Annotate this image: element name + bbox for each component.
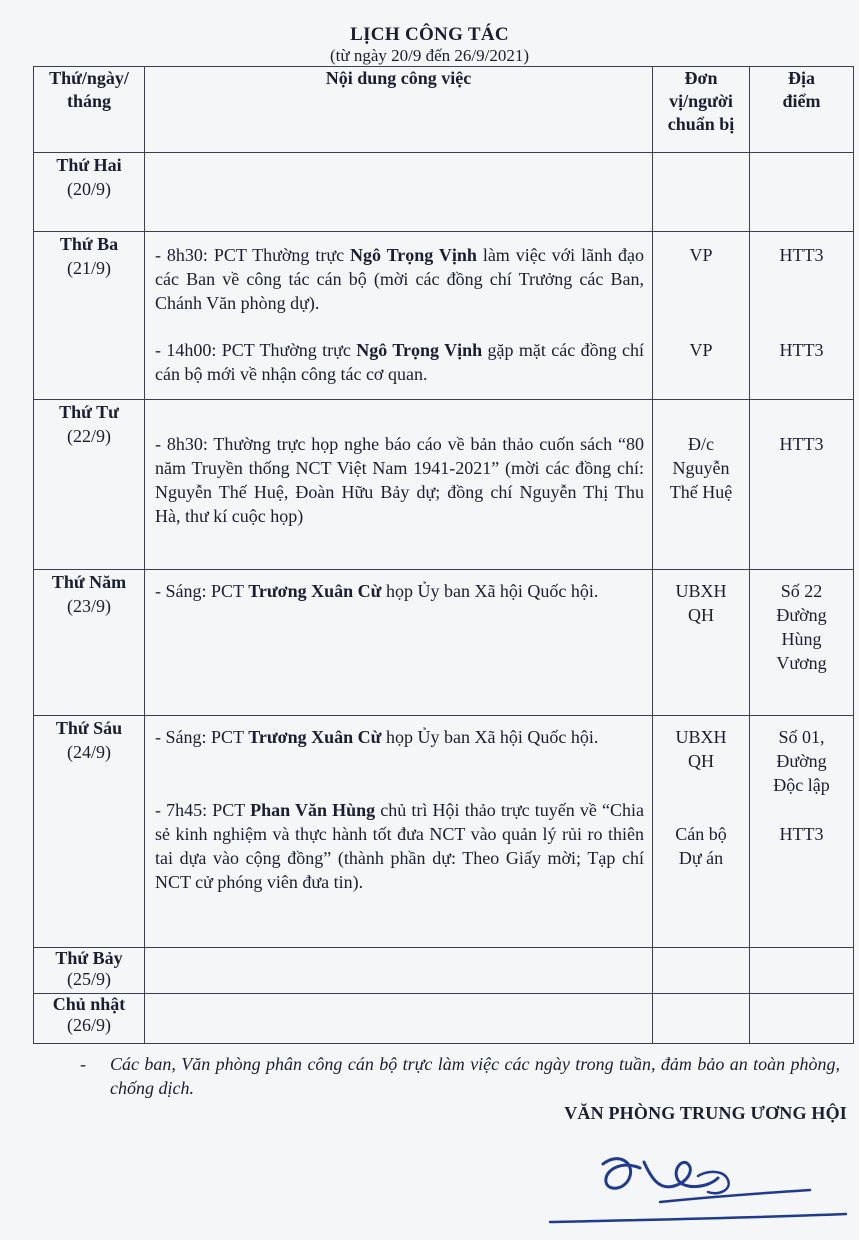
day-cell-wednesday (34, 400, 145, 570)
unit-cell-saturday (653, 948, 750, 994)
place-value: HTT3 (779, 245, 824, 265)
table-row-tuesday (34, 232, 854, 400)
unit-cell-wednesday (653, 400, 750, 570)
place-line: Vương (776, 653, 827, 673)
unit-line: Đ/c (688, 434, 714, 454)
table-header-row (34, 67, 854, 153)
table-row-wednesday (34, 400, 854, 570)
place-line: Đường (776, 605, 827, 625)
day-label: Thứ Năm (51, 572, 127, 592)
header-place-line2: điểm (782, 91, 821, 111)
place-cell-thursday (750, 570, 854, 716)
unit-line: QH (688, 751, 714, 771)
day-date: (20/9) (67, 179, 111, 199)
doc-subtitle: (từ ngày 20/9 đến 26/9/2021) (329, 46, 530, 65)
task-item: - Sáng: PCT Trương Xuân Cừ họp Ủy ban Xã hội Quốc hội. (155, 581, 599, 601)
day-date: (23/9) (67, 596, 111, 616)
unit-line: Cán bộ (675, 824, 727, 844)
unit-cell-sunday (653, 994, 750, 1044)
unit-line: Nguyễn (672, 458, 730, 478)
header-day (34, 67, 145, 153)
place-cell-wednesday (750, 400, 854, 570)
header-day-line2: tháng (66, 91, 111, 111)
note-text: Các ban, Văn phòng phân công cán bộ trực làm việc các ngày trong tuần, đảm bảo an toàn phòng, chống dịch. (110, 1054, 840, 1098)
unit-line: QH (688, 605, 714, 625)
note-bullet: - (80, 1054, 86, 1074)
day-label: Thứ Ba (59, 234, 119, 254)
unit-line: Thế Huệ (669, 482, 733, 502)
content-cell-saturday (145, 948, 653, 994)
task-item: - 8h30: PCT Thường trực Ngô Trọng Vịnh làm việc với lãnh đạo các Ban về công tác cán bộ (mời các đồng chí Trưởng các Ban, Chánh Văn phòng dự). (155, 245, 644, 313)
header-place (750, 67, 854, 153)
place-line: Số 22 (780, 581, 823, 601)
task-item: - Sáng: PCT Trương Xuân Cừ họp Ủy ban Xã hội Quốc hội. (155, 727, 599, 747)
day-date: (22/9) (67, 426, 111, 446)
place-cell-saturday (750, 948, 854, 994)
place-line: Hùng (781, 629, 822, 649)
table-row-thursday (34, 570, 854, 716)
unit-line: Dự án (678, 848, 724, 868)
day-cell-monday (34, 153, 145, 232)
day-label: Thứ Sáu (55, 718, 123, 738)
unit-cell-tuesday (653, 232, 750, 400)
day-cell-friday (34, 716, 145, 948)
unit-value: VP (689, 340, 713, 360)
day-label: Thứ Hai (56, 155, 122, 175)
day-date: (26/9) (67, 1015, 111, 1035)
header-unit-line3: chuẩn bị (667, 114, 735, 134)
task-item: - 8h30: Thường trực họp nghe báo cáo về bản thảo cuốn sách “80 năm Truyền thống NCT Việt Nam 1941-2021” (mời các đồng chí: Nguyễn Thế Huệ, Đoàn Hữu Bảy dự; đồng chí Nguyễn Thị Thu Hà, thư kí cuộc họp) (155, 434, 644, 526)
place-line: Đường (776, 751, 827, 771)
day-date: (24/9) (67, 742, 111, 762)
content-cell-thursday (145, 570, 653, 716)
day-cell-thursday (34, 570, 145, 716)
table-row-monday (34, 153, 854, 232)
place-value: HTT3 (779, 340, 824, 360)
header-day-line1: Thứ/ngày/ (49, 68, 129, 88)
header-unit-line2: vị/người (669, 91, 733, 111)
content-cell-wednesday (145, 400, 653, 570)
header-place-line1: Địa (788, 68, 815, 88)
schedule-table (33, 66, 854, 1044)
content-cell-monday (145, 153, 653, 232)
place-line: Số 01, (778, 727, 825, 747)
day-date: (25/9) (67, 969, 111, 989)
table-row-friday (34, 716, 854, 948)
day-label: Thứ Tư (59, 402, 119, 422)
header-unit (653, 67, 750, 153)
unit-cell-monday (653, 153, 750, 232)
day-cell-tuesday (34, 232, 145, 400)
unit-value: VP (689, 245, 713, 265)
unit-cell-thursday (653, 570, 750, 716)
place-cell-friday (750, 716, 854, 948)
footer-note (80, 1052, 840, 1100)
place-cell-tuesday (750, 232, 854, 400)
day-label: Thứ Bảy (55, 948, 123, 968)
signing-organization: VĂN PHÒNG TRUNG ƯƠNG HỘI (564, 1103, 847, 1123)
content-cell-sunday (145, 994, 653, 1044)
place-value: HTT3 (779, 434, 824, 454)
place-value: HTT3 (779, 824, 824, 844)
header-content: Nội dung công việc (145, 67, 653, 153)
place-line: Độc lập (773, 775, 830, 795)
table-row-saturday (34, 948, 854, 994)
unit-cell-friday (653, 716, 750, 948)
day-cell-saturday (34, 948, 145, 994)
content-cell-tuesday (145, 232, 653, 400)
place-cell-monday (750, 153, 854, 232)
place-cell-sunday (750, 994, 854, 1044)
unit-line: UBXH (675, 581, 727, 601)
task-item: - 7h45: PCT Phan Văn Hùng chủ trì Hội thảo trực tuyến về “Chia sẻ kinh nghiệm và thực hành tốt đưa NCT vào quản lý rủi ro thiên tai dựa vào cộng đồng” (thành phần dự: Theo Giấy mời; Tạp chí NCT cử phóng viên đưa tin). (155, 800, 644, 892)
unit-line: UBXH (675, 727, 727, 747)
table-row-sunday (34, 994, 854, 1044)
handwritten-signature (548, 1140, 848, 1230)
content-cell-friday (145, 716, 653, 948)
day-date: (21/9) (67, 258, 111, 278)
doc-title: LỊCH CÔNG TÁC (350, 24, 509, 45)
day-label: Chủ nhật (52, 994, 126, 1014)
task-item: - 14h00: PCT Thường trực Ngô Trọng Vịnh gặp mặt các đồng chí cán bộ mới về nhận công tác cơ quan. (155, 340, 644, 384)
day-cell-sunday (34, 994, 145, 1044)
header-unit-line1: Đơn (684, 68, 718, 88)
